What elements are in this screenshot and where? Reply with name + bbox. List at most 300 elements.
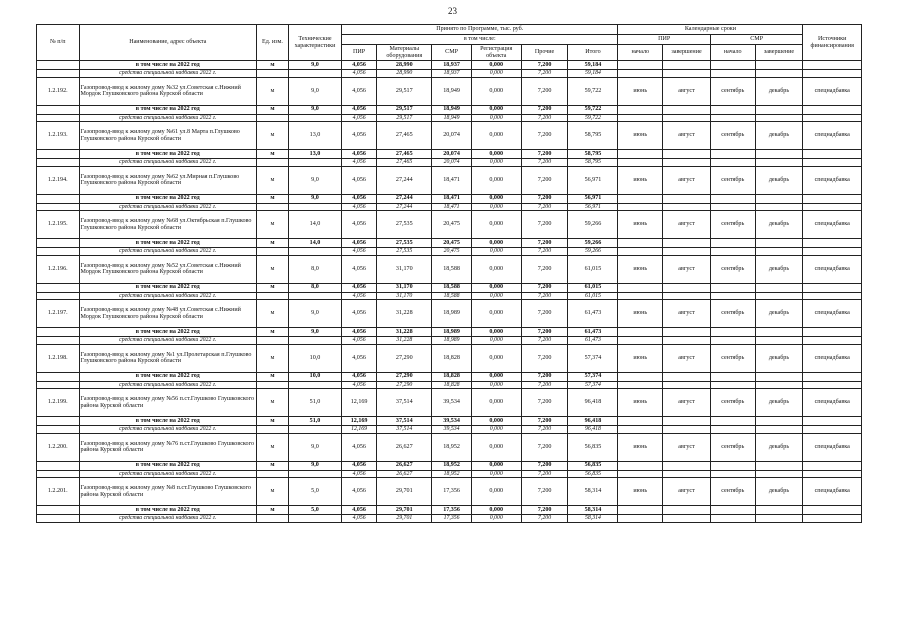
header-sources: Источники финансирования xyxy=(803,25,862,61)
total-cell: 59,722 xyxy=(568,77,618,105)
registration-cell: 0,000 xyxy=(471,389,521,417)
total-cell: 96,418 xyxy=(568,389,618,417)
total-cell: 61,015 xyxy=(568,283,618,292)
total-cell: 58,795 xyxy=(568,159,618,167)
table-body xyxy=(37,61,862,523)
object-number: 1.2.193. xyxy=(37,122,80,150)
total-cell: 59,266 xyxy=(568,239,618,248)
pir-cell: 4,056 xyxy=(342,283,377,292)
pir-start-cell: июнь xyxy=(618,344,663,372)
unit-cell: м xyxy=(257,300,289,328)
pir-end-cell: август xyxy=(663,122,711,150)
object-name: Газопровод-ввод к жилому дому №76 п.ст.Глушково Глушковского района Курской области xyxy=(79,433,257,461)
unit-cell: м xyxy=(257,433,289,461)
total-cell: 56,971 xyxy=(568,203,618,211)
smr-start-cell: сентябрь xyxy=(710,77,755,105)
header-pir-end: завершение xyxy=(663,45,711,61)
unit-cell: м xyxy=(257,194,289,203)
materials-cell: 29,517 xyxy=(377,114,432,122)
smr-start-cell: сентябрь xyxy=(710,478,755,506)
unit-cell: м xyxy=(257,77,289,105)
smr-end-cell: декабрь xyxy=(755,77,803,105)
total-cell: 96,418 xyxy=(568,426,618,434)
smr-start-cell: сентябрь xyxy=(710,166,755,194)
row-label: средства специальной надбавки 2022 г. xyxy=(79,381,257,389)
object-number: 1.2.192. xyxy=(37,77,80,105)
other-cell: 7,200 xyxy=(521,417,568,426)
tech-cell: 9,0 xyxy=(288,194,341,203)
unit-cell: м xyxy=(257,478,289,506)
pir-cell: 4,056 xyxy=(342,255,377,283)
smr-end-cell: декабрь xyxy=(755,122,803,150)
tech-cell: 5,0 xyxy=(288,506,341,515)
row-label: в том числе на 2022 год xyxy=(79,61,257,70)
smr-cell: 20,074 xyxy=(432,122,471,150)
object-number: 1.2.198. xyxy=(37,344,80,372)
page-number: 23 xyxy=(448,6,457,16)
table-row xyxy=(37,433,862,461)
header-cal-smr: СМР xyxy=(710,35,803,45)
smr-end-cell: декабрь xyxy=(755,433,803,461)
object-number: 1.2.201. xyxy=(37,478,80,506)
registration-cell: 0,000 xyxy=(471,122,521,150)
header-calendar: Календарные сроки xyxy=(618,25,803,35)
pir-cell: 12,169 xyxy=(342,426,377,434)
object-number: 1.2.196. xyxy=(37,255,80,283)
registration-cell: 0,000 xyxy=(471,77,521,105)
pir-cell: 4,056 xyxy=(342,292,377,300)
smr-cell: 18,989 xyxy=(432,337,471,345)
unit-cell: м xyxy=(257,255,289,283)
object-name: Газопровод-ввод к жилому дому №1 ул.Пролетарская п.Глушково Глушковского района Курской области xyxy=(79,344,257,372)
registration-cell: 0,000 xyxy=(471,433,521,461)
registration-cell: 0,000 xyxy=(471,159,521,167)
unit-cell: м xyxy=(257,150,289,159)
smr-cell: 18,952 xyxy=(432,470,471,478)
table-row xyxy=(37,211,862,239)
total-cell: 61,473 xyxy=(568,328,618,337)
unit-cell: м xyxy=(257,283,289,292)
object-name: Газопровод-ввод к жилому дому №56 п.ст.Глушково Глушковского района Курской области xyxy=(79,389,257,417)
row-label: средства специальной надбавки 2022 г. xyxy=(79,70,257,78)
object-number: 1.2.194. xyxy=(37,166,80,194)
object-name: Газопровод-ввод к жилому дому №68 ул.Октябрьская п.Глушково Глушковского района Курской области xyxy=(79,211,257,239)
smr-cell: 18,471 xyxy=(432,203,471,211)
materials-cell: 27,244 xyxy=(377,166,432,194)
total-cell: 58,795 xyxy=(568,150,618,159)
total-cell: 58,795 xyxy=(568,122,618,150)
registration-cell: 0,000 xyxy=(471,105,521,114)
pir-end-cell: август xyxy=(663,77,711,105)
pir-cell: 4,056 xyxy=(342,239,377,248)
registration-cell: 0,000 xyxy=(471,283,521,292)
table-header xyxy=(37,25,862,61)
table-row xyxy=(37,461,862,470)
tech-cell: 13,0 xyxy=(288,122,341,150)
registration-cell: 0,000 xyxy=(471,506,521,515)
smr-cell: 20,475 xyxy=(432,211,471,239)
materials-cell: 26,627 xyxy=(377,470,432,478)
materials-cell: 27,244 xyxy=(377,203,432,211)
row-label: в том числе на 2022 год xyxy=(79,417,257,426)
tech-cell: 9,0 xyxy=(288,300,341,328)
source-cell: спецнадбавка xyxy=(803,344,862,372)
materials-cell: 29,701 xyxy=(377,478,432,506)
pir-cell: 12,169 xyxy=(342,389,377,417)
pir-start-cell: июнь xyxy=(618,211,663,239)
other-cell: 7,200 xyxy=(521,283,568,292)
row-label: средства специальной надбавки 2022 г. xyxy=(79,114,257,122)
smr-cell: 17,356 xyxy=(432,478,471,506)
tech-cell: 51,0 xyxy=(288,389,341,417)
source-cell: спецнадбавка xyxy=(803,122,862,150)
smr-end-cell: декабрь xyxy=(755,389,803,417)
materials-cell: 27,535 xyxy=(377,248,432,256)
tech-cell: 10,0 xyxy=(288,372,341,381)
object-name: Газопровод-ввод к жилому дому №8 п.ст.Глушково Глушковского района Курской области xyxy=(79,478,257,506)
pir-start-cell: июнь xyxy=(618,478,663,506)
table-row xyxy=(37,300,862,328)
smr-cell: 18,471 xyxy=(432,194,471,203)
object-number: 1.2.195. xyxy=(37,211,80,239)
other-cell: 7,200 xyxy=(521,122,568,150)
pir-end-cell: август xyxy=(663,389,711,417)
other-cell: 7,200 xyxy=(521,194,568,203)
smr-start-cell: сентябрь xyxy=(710,300,755,328)
smr-start-cell: сентябрь xyxy=(710,122,755,150)
total-cell: 59,266 xyxy=(568,211,618,239)
total-cell: 57,374 xyxy=(568,372,618,381)
header-smr: СМР xyxy=(432,45,471,61)
smr-start-cell: сентябрь xyxy=(710,344,755,372)
other-cell: 7,200 xyxy=(521,255,568,283)
row-label: в том числе на 2022 год xyxy=(79,283,257,292)
pir-start-cell: июнь xyxy=(618,300,663,328)
pir-cell: 4,056 xyxy=(342,166,377,194)
smr-start-cell: сентябрь xyxy=(710,255,755,283)
other-cell: 7,200 xyxy=(521,239,568,248)
registration-cell: 0,000 xyxy=(471,255,521,283)
unit-cell: м xyxy=(257,417,289,426)
registration-cell: 0,000 xyxy=(471,203,521,211)
pir-cell: 4,056 xyxy=(342,114,377,122)
unit-cell: м xyxy=(257,344,289,372)
pir-cell: 4,056 xyxy=(342,150,377,159)
smr-end-cell: декабрь xyxy=(755,255,803,283)
materials-cell: 26,627 xyxy=(377,461,432,470)
pir-cell: 4,056 xyxy=(342,211,377,239)
smr-cell: 39,534 xyxy=(432,426,471,434)
header-smr-start: начало xyxy=(710,45,755,61)
registration-cell: 0,000 xyxy=(471,372,521,381)
pir-cell: 4,056 xyxy=(342,159,377,167)
smr-cell: 18,952 xyxy=(432,461,471,470)
tech-cell: 9,0 xyxy=(288,328,341,337)
smr-cell: 20,074 xyxy=(432,150,471,159)
table-row xyxy=(37,337,862,345)
row-label: средства специальной надбавки 2022 г. xyxy=(79,159,257,167)
materials-cell: 27,290 xyxy=(377,381,432,389)
header-program: Принято по Программе, тыс. руб. xyxy=(342,25,618,35)
table-row xyxy=(37,328,862,337)
total-cell: 57,374 xyxy=(568,381,618,389)
header-num: № п/п xyxy=(37,25,80,61)
registration-cell: 0,000 xyxy=(471,515,521,523)
pir-end-cell: август xyxy=(663,255,711,283)
table-row xyxy=(37,515,862,523)
source-cell: спецнадбавка xyxy=(803,300,862,328)
smr-cell: 39,534 xyxy=(432,389,471,417)
total-cell: 58,314 xyxy=(568,515,618,523)
header-name: Наименование, адрес объекта xyxy=(79,25,257,61)
table-row xyxy=(37,283,862,292)
other-cell: 7,200 xyxy=(521,372,568,381)
registration-cell: 0,000 xyxy=(471,239,521,248)
row-label: в том числе на 2022 год xyxy=(79,372,257,381)
pir-cell: 4,056 xyxy=(342,77,377,105)
total-cell: 59,722 xyxy=(568,105,618,114)
table-row xyxy=(37,389,862,417)
pir-start-cell: июнь xyxy=(618,389,663,417)
tech-cell: 9,0 xyxy=(288,77,341,105)
registration-cell: 0,000 xyxy=(471,344,521,372)
source-cell: спецнадбавка xyxy=(803,478,862,506)
source-cell: спецнадбавка xyxy=(803,211,862,239)
other-cell: 7,200 xyxy=(521,506,568,515)
object-name: Газопровод-ввод к жилому дому №48 ул.Советская с.Нижний Мордок Глушковского района Курской области xyxy=(79,300,257,328)
smr-cell: 18,828 xyxy=(432,372,471,381)
tech-cell: 10,0 xyxy=(288,344,341,372)
pir-start-cell: июнь xyxy=(618,255,663,283)
pir-cell: 4,056 xyxy=(342,478,377,506)
smr-cell: 17,356 xyxy=(432,515,471,523)
materials-cell: 29,517 xyxy=(377,77,432,105)
total-cell: 56,971 xyxy=(568,194,618,203)
materials-cell: 31,170 xyxy=(377,255,432,283)
table-row xyxy=(37,248,862,256)
pir-cell: 4,056 xyxy=(342,461,377,470)
header-materials: Материалы оборудования xyxy=(377,45,432,61)
pir-start-cell: июнь xyxy=(618,77,663,105)
other-cell: 7,200 xyxy=(521,470,568,478)
registration-cell: 0,000 xyxy=(471,292,521,300)
unit-cell: м xyxy=(257,461,289,470)
pir-cell: 4,056 xyxy=(342,515,377,523)
object-name: Газопровод-ввод к жилому дому №61 ул.8 Марта п.Глушково Глушковского района Курской области xyxy=(79,122,257,150)
other-cell: 7,200 xyxy=(521,426,568,434)
registration-cell: 0,000 xyxy=(471,328,521,337)
source-cell: спецнадбавка xyxy=(803,433,862,461)
pir-cell: 4,056 xyxy=(342,300,377,328)
table-row xyxy=(37,114,862,122)
smr-cell: 18,471 xyxy=(432,166,471,194)
smr-start-cell: сентябрь xyxy=(710,389,755,417)
tech-cell: 9,0 xyxy=(288,166,341,194)
smr-cell: 18,949 xyxy=(432,77,471,105)
registration-cell: 0,000 xyxy=(471,417,521,426)
total-cell: 96,418 xyxy=(568,417,618,426)
table-row xyxy=(37,470,862,478)
unit-cell: м xyxy=(257,372,289,381)
other-cell: 7,200 xyxy=(521,114,568,122)
smr-cell: 18,588 xyxy=(432,255,471,283)
total-cell: 57,374 xyxy=(568,344,618,372)
smr-cell: 17,356 xyxy=(432,506,471,515)
pir-cell: 4,056 xyxy=(342,203,377,211)
pir-cell: 12,169 xyxy=(342,417,377,426)
smr-cell: 18,949 xyxy=(432,105,471,114)
materials-cell: 27,244 xyxy=(377,194,432,203)
table-row: в том числе на 2022 год м 9,0 4,056 28,990 18,937 0,000 7,200 59,184 xyxy=(37,61,862,70)
table-row xyxy=(37,344,862,372)
table-row xyxy=(37,417,862,426)
smr-end-cell: декабрь xyxy=(755,300,803,328)
table-row: средства специальной надбавки 2022 г. 4,056 28,990 18,937 0,000 7,200 59,184 xyxy=(37,70,862,78)
smr-cell: 20,475 xyxy=(432,248,471,256)
materials-cell: 31,228 xyxy=(377,300,432,328)
tech-cell: 14,0 xyxy=(288,239,341,248)
other-cell: 7,200 xyxy=(521,203,568,211)
registration-cell: 0,000 xyxy=(471,166,521,194)
pir-start-cell: июнь xyxy=(618,166,663,194)
table-row xyxy=(37,478,862,506)
table-row xyxy=(37,292,862,300)
total-cell: 56,835 xyxy=(568,461,618,470)
pir-end-cell: август xyxy=(663,433,711,461)
materials-cell: 26,627 xyxy=(377,433,432,461)
pir-cell: 4,056 xyxy=(342,433,377,461)
registration-cell: 0,000 xyxy=(471,337,521,345)
header-unit: Ед. изм. xyxy=(257,25,289,61)
tech-cell: 13,0 xyxy=(288,150,341,159)
other-cell: 7,200 xyxy=(521,389,568,417)
registration-cell: 0,000 xyxy=(471,381,521,389)
table-row xyxy=(37,255,862,283)
source-cell: спецнадбавка xyxy=(803,166,862,194)
materials-cell: 27,535 xyxy=(377,239,432,248)
row-label: средства специальной надбавки 2022 г. xyxy=(79,203,257,211)
row-label: в том числе на 2022 год xyxy=(79,328,257,337)
table-row xyxy=(37,166,862,194)
materials-cell: 31,228 xyxy=(377,328,432,337)
materials-cell: 27,290 xyxy=(377,372,432,381)
smr-cell: 20,074 xyxy=(432,159,471,167)
other-cell: 7,200 xyxy=(521,478,568,506)
row-label: в том числе на 2022 год xyxy=(79,461,257,470)
pir-cell: 4,056 xyxy=(342,470,377,478)
other-cell: 7,200 xyxy=(521,248,568,256)
pir-end-cell: август xyxy=(663,300,711,328)
other-cell: 7,200 xyxy=(521,77,568,105)
unit-cell: м xyxy=(257,122,289,150)
tech-cell: 9,0 xyxy=(288,433,341,461)
other-cell: 7,200 xyxy=(521,344,568,372)
total-cell: 58,314 xyxy=(568,506,618,515)
row-label: в том числе на 2022 год xyxy=(79,506,257,515)
other-cell: 7,200 xyxy=(521,461,568,470)
table-row xyxy=(37,506,862,515)
row-label: в том числе на 2022 год xyxy=(79,194,257,203)
other-cell: 7,200 xyxy=(521,211,568,239)
other-cell: 7,200 xyxy=(521,159,568,167)
object-number: 1.2.200. xyxy=(37,433,80,461)
header-other: Прочие xyxy=(521,45,568,61)
header-pir-start: начало xyxy=(618,45,663,61)
row-label: средства специальной надбавки 2022 г. xyxy=(79,248,257,256)
object-name: Газопровод-ввод к жилому дому №32 ул.Советская с.Нижний Мордок Глушковского района Курской области xyxy=(79,77,257,105)
object-name: Газопровод-ввод к жилому дому №52 ул.Советская с.Нижний Мордок Глушковского района Курской области xyxy=(79,255,257,283)
total-cell: 61,473 xyxy=(568,300,618,328)
smr-cell: 20,475 xyxy=(432,239,471,248)
table-row xyxy=(37,105,862,114)
registration-cell: 0,000 xyxy=(471,150,521,159)
smr-cell: 18,952 xyxy=(432,433,471,461)
smr-cell: 18,949 xyxy=(432,114,471,122)
smr-end-cell: декабрь xyxy=(755,478,803,506)
row-label: средства специальной надбавки 2022 г. xyxy=(79,426,257,434)
pir-cell: 4,056 xyxy=(342,506,377,515)
materials-cell: 27,465 xyxy=(377,122,432,150)
materials-cell: 37,514 xyxy=(377,417,432,426)
materials-cell: 27,465 xyxy=(377,150,432,159)
source-cell: спецнадбавка xyxy=(803,77,862,105)
other-cell: 7,200 xyxy=(521,292,568,300)
total-cell: 61,473 xyxy=(568,337,618,345)
smr-cell: 18,588 xyxy=(432,292,471,300)
materials-cell: 31,228 xyxy=(377,337,432,345)
pir-cell: 4,056 xyxy=(342,105,377,114)
smr-cell: 18,828 xyxy=(432,381,471,389)
smr-end-cell: декабрь xyxy=(755,211,803,239)
pir-end-cell: август xyxy=(663,211,711,239)
pir-cell: 4,056 xyxy=(342,337,377,345)
materials-cell: 37,514 xyxy=(377,389,432,417)
materials-cell: 27,290 xyxy=(377,344,432,372)
other-cell: 7,200 xyxy=(521,300,568,328)
row-label: средства специальной надбавки 2022 г. xyxy=(79,515,257,523)
other-cell: 7,200 xyxy=(521,515,568,523)
table-row xyxy=(37,150,862,159)
registration-cell: 0,000 xyxy=(471,426,521,434)
materials-cell: 31,170 xyxy=(377,292,432,300)
other-cell: 7,200 xyxy=(521,166,568,194)
pir-cell: 4,056 xyxy=(342,248,377,256)
smr-start-cell: сентябрь xyxy=(710,211,755,239)
pir-cell: 4,056 xyxy=(342,194,377,203)
total-cell: 56,971 xyxy=(568,166,618,194)
smr-end-cell: декабрь xyxy=(755,166,803,194)
program-table xyxy=(36,24,862,523)
other-cell: 7,200 xyxy=(521,105,568,114)
registration-cell: 0,000 xyxy=(471,248,521,256)
other-cell: 7,200 xyxy=(521,328,568,337)
unit-cell: м xyxy=(257,506,289,515)
header-pir: ПИР xyxy=(342,45,377,61)
tech-cell: 9,0 xyxy=(288,461,341,470)
registration-cell: 0,000 xyxy=(471,114,521,122)
pir-cell: 4,056 xyxy=(342,122,377,150)
registration-cell: 0,000 xyxy=(471,300,521,328)
total-cell: 56,835 xyxy=(568,470,618,478)
object-name: Газопровод-ввод к жилому дому №62 ул.Мирная п.Глушково Глушковского района Курской области xyxy=(79,166,257,194)
total-cell: 61,015 xyxy=(568,255,618,283)
unit-cell: м xyxy=(257,239,289,248)
other-cell: 7,200 xyxy=(521,150,568,159)
materials-cell: 29,701 xyxy=(377,506,432,515)
source-cell: спецнадбавка xyxy=(803,389,862,417)
materials-cell: 27,535 xyxy=(377,211,432,239)
unit-cell: м xyxy=(257,328,289,337)
